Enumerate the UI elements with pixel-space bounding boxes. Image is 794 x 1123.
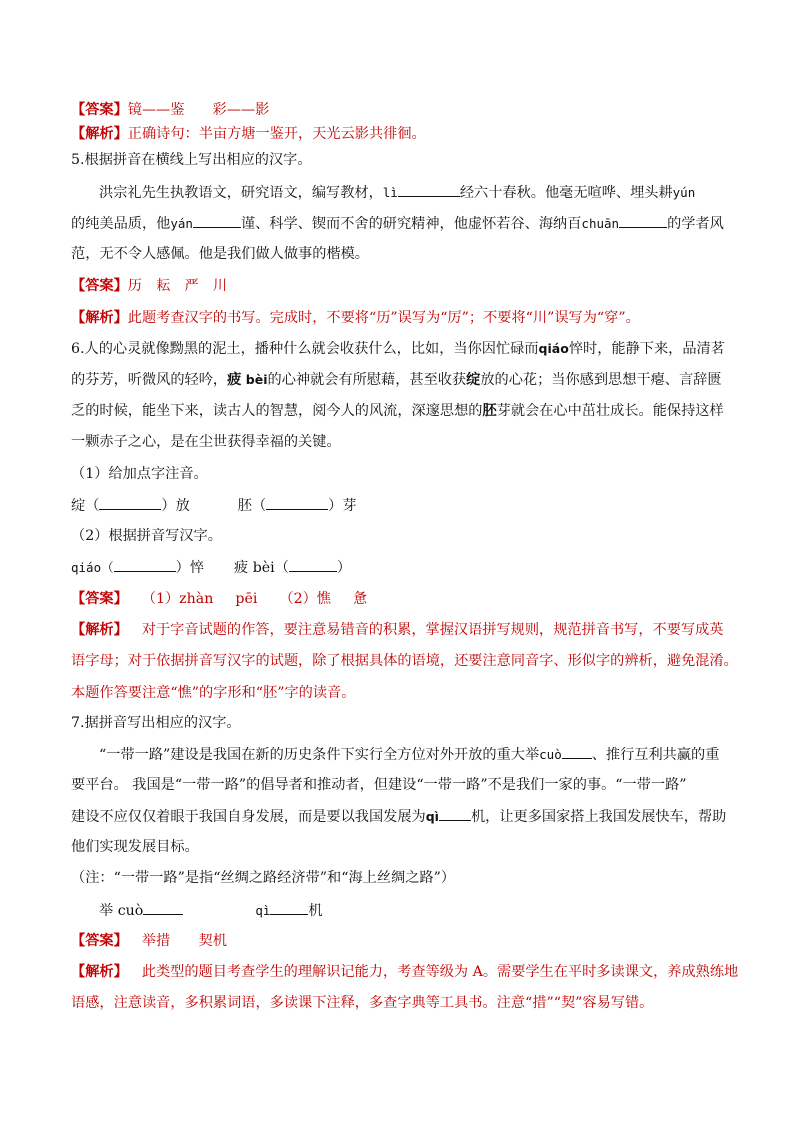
pinyin: qì: [425, 809, 439, 824]
answer-blank[interactable]: [562, 744, 592, 759]
answer-tag: 【答案】: [71, 591, 128, 607]
q6-sub2-title: （2）根据拼音写汉字。: [71, 528, 222, 544]
dotted-char: 绽: [466, 372, 481, 388]
q6-analysis-line-2: 语字母；对于依据拼音写汉字的试题，除了根据具体的语境，还要注意同音字、形似字的辨析，避免混淆。: [71, 653, 738, 669]
answer-blank[interactable]: [619, 213, 667, 228]
q7-analysis-line-2: 语感，注意读音，多积累词语，多读课下注释，多查字典等工具书。注意“措”“契”容易写错。: [71, 995, 654, 1011]
q7-answer-line: 【答案】 举措 契机: [71, 933, 227, 949]
answer-tag: 【答案】: [71, 933, 128, 949]
answer-text: 镜——鉴: [127, 102, 185, 118]
q6-analysis-line-3: 本题作答要注意“憔”的字形和“胚”字的读音。: [71, 685, 356, 701]
q4-analysis-line: [71, 124, 731, 144]
answer-blank[interactable]: [114, 557, 176, 572]
q5-answer-line: [71, 276, 731, 296]
q6-sub2-items: qiáo（ ）悴 疲 bèi（ ）: [71, 557, 731, 578]
dotted-char: 胚: [482, 403, 497, 419]
q7-note: （注：“一带一路”是指“丝绸之路经济带”和“海上丝绸之路”）: [71, 870, 456, 886]
answer-blank[interactable]: [99, 495, 161, 510]
q6-paragraph-line-1: 6.人的心灵就像黝黑的泥土，播种什么就会收获什么，比如，当你因忙碌而qiáo悴时，能静下来，品清茗: [71, 341, 725, 357]
q5-paragraph-line-2: 的纯美品质，他yán 谨、科学、锲而不舍的研究精神，他虚怀若谷、海纳百chuān 的学者风: [71, 213, 731, 234]
q6-paragraph-line-4: 一颗赤子之心，是在尘世获得幸福的关键。: [71, 434, 341, 450]
analysis-tag: 【解析】: [71, 622, 128, 638]
q7-paragraph-line-2: 要平台。 我国是“一带一路”的倡导者和推动者，但建设“一带一路”不是我们一家的事。“一带一路”: [71, 777, 687, 793]
q7-paragraph-line-3: 建设不应仅仅着眼于我国自身发展，而是要以我国发展为qì 机，让更多国家搭上我国发展快车，帮助: [71, 806, 731, 827]
q5-analysis-line: [71, 308, 731, 328]
analysis-tag: 【解析】: [71, 310, 128, 326]
q7-analysis-line-1: 【解析】 此类型的题目考查学生的理解识记能力，考查等级为 A。需要学生在平时多读课文，养成熟练地: [71, 964, 739, 980]
q7-title: 7.据拼音写出相应的汉字。: [71, 715, 241, 731]
answer-blank[interactable]: [266, 495, 328, 510]
answer-blank[interactable]: [270, 900, 308, 915]
answer-blank[interactable]: [439, 806, 471, 821]
q7-blanks-line: 举 cuò qì 机: [99, 900, 759, 921]
q7-paragraph-line-4: 他们实现发展目标。: [71, 839, 199, 855]
q6-analysis-line-1: 【解析】 对于字音试题的作答，要注意易错音的积累，掌握汉语拼写规则，规范拼音书写，不要写成英: [71, 622, 724, 638]
q6-answer-line: 【答案】 （1）zhàn pēi （2）憔 惫: [71, 591, 368, 607]
pinyin: yán: [170, 216, 193, 231]
q4-answer-line: [71, 100, 731, 120]
q6-sub1-title: （1）给加点字注音。: [71, 466, 208, 482]
answer-text: 彩——影: [212, 102, 270, 118]
q7-paragraph-line-1: “一带一路”建设是我国在新的历史条件下实行全方位对外开放的重大举cuò 、推行互利共赢的重: [99, 744, 759, 765]
analysis-tag: 【解析】: [71, 126, 128, 142]
pinyin: lì: [382, 185, 398, 200]
pinyin: qiáo: [538, 341, 569, 356]
pinyin: chuān: [581, 216, 620, 231]
q5-title: 5.根据拼音在横线上写出相应的汉字。: [71, 152, 312, 168]
q6-sub1-items: 绽（ ）放 胚（ ）芽: [71, 495, 731, 516]
answer-blank[interactable]: [289, 557, 337, 572]
answer-tag: 【答案】: [71, 278, 128, 294]
q5-paragraph-line-1: 洪宗礼先生执教语文，研究语文，编写教材，lì 经六十春秋。他毫无喧哗、埋头耕yún: [99, 182, 759, 203]
analysis-tag: 【解析】: [71, 964, 128, 980]
pinyin: yún: [672, 185, 696, 200]
answer-blank[interactable]: [398, 182, 460, 197]
answer-text: 历 耘 严 川: [127, 278, 228, 294]
answer-blank[interactable]: [143, 900, 183, 915]
q6-paragraph-line-3: 乏的时候，能坐下来，读古人的智慧，阅今人的风流，深邃思想的胚芽就会在心中茁壮成长。能保持这样: [71, 403, 724, 419]
answer-blank[interactable]: [193, 213, 241, 228]
pinyin: cuò: [539, 747, 562, 762]
answer-tag: 【答案】: [71, 102, 128, 118]
q6-paragraph-line-2: 的芬芳，听微风的轻吟，疲 bèi的心神就会有所慰藉，甚至收获绽放的心花；当你感到思想干瘪、言辞匮: [71, 372, 722, 388]
q5-paragraph-line-3: 范，无不令人感佩。他是我们做人做事的楷模。: [71, 246, 369, 262]
analysis-text: 正确诗句：半亩方塘一鉴开，天光云影共徘徊。: [127, 126, 426, 142]
analysis-text: 此题考查汉字的书写。完成时，不要将“历”误写为“厉”；不要将“川”误写为“穿”。: [127, 310, 640, 326]
pinyin: bèi: [245, 372, 268, 387]
